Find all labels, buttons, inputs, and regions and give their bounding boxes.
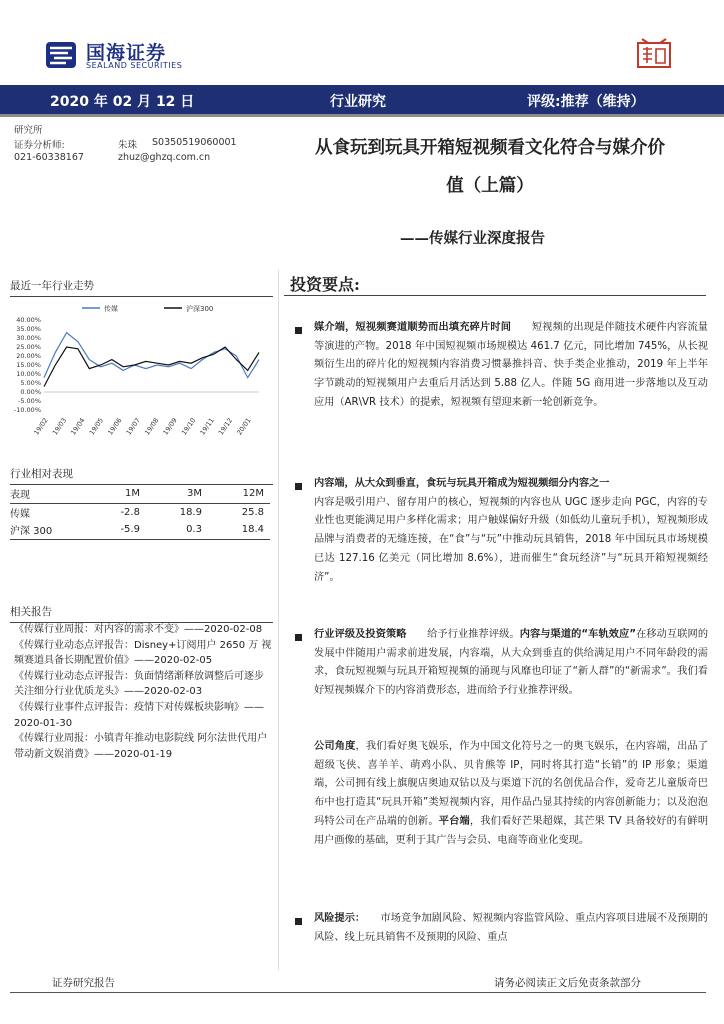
table-cell: 18.9 — [179, 506, 202, 518]
x-tick-label: 19/10 — [179, 416, 198, 437]
report-category: 行业研究 — [330, 94, 386, 110]
x-tick-label: 19/09 — [161, 416, 179, 437]
para-text: 市场竞争加剧风险、短视频内容监管风险、重点内容项目进展不及预期的风险、线上玩具销售不及预期的风险、重点 — [314, 913, 708, 943]
analyst-email[interactable]: zhuz@ghzq.com.cn — [118, 152, 211, 163]
header-cell: 3M — [146, 485, 208, 503]
analyst-name: 朱珠 — [118, 140, 138, 151]
para-heading: 风险提示： — [314, 913, 361, 924]
column-divider — [278, 270, 279, 970]
legend-label: 传媒 — [104, 305, 118, 313]
y-tick-label: 10.00% — [16, 370, 41, 378]
footer-left: 证券研究报告 — [52, 977, 115, 989]
related-report-link[interactable]: 《传媒行业事件点评报告：疫情下对传媒板块影响》——2020-01-30 — [14, 701, 264, 729]
y-tick-label: 0.00% — [20, 388, 41, 396]
para-text: 内容是吸引用户、留存用户的核心，短视频的内容也从 UGC 逐步走向 PGC，内容的专业性也更能满足用户多样化需求；用户触媒偏好升级（如低幼儿童玩手机），短视频形成品牌与消费者的无缝连接，在“食”与“玩”中推动玩具销售，2018 年中国玩具市场规模已达 127.16 亿美元（同比增加 8.6%），进而催生“食玩经济”与“玩具开箱短视频经济”。 — [314, 496, 708, 583]
trend-chart — [10, 300, 272, 450]
bullet-icon — [295, 327, 302, 334]
table-cell: 18.4 — [208, 521, 270, 539]
y-tick-label: 5.00% — [20, 379, 41, 387]
related-report-link[interactable]: 《传媒行业动态点评报告：负面情绪渐释放调整后可逐步关注细分行业优质龙头》——2020-02-03 — [14, 670, 264, 698]
brand-name-en: SEALAND SECURITIES — [86, 61, 183, 70]
y-tick-label: 15.00% — [16, 361, 41, 369]
series-line — [44, 333, 259, 378]
para-text: ，我们看好芒果超媒，其芒果 TV 具备较好的有鲜明用户画像的基础，更利于其广告与会员、电商等商业化变现。 — [314, 815, 709, 846]
invest-paragraph-content — [314, 475, 708, 587]
related-report-link[interactable]: 《传媒行业动态点评报告：Disney+订阅用户 2650 万 视频赛道具备长期配置价值》——2020-02-05 — [14, 639, 272, 667]
invest-paragraph-media — [314, 319, 708, 413]
y-tick-label: -10.00% — [13, 406, 41, 414]
bullet-icon — [295, 634, 302, 641]
analyst-phone: 021-60338167 — [14, 152, 84, 163]
para-heading: 行业评级及投资策略 — [314, 629, 407, 640]
header-cell: 表现 — [10, 485, 90, 503]
footer-disclaimer[interactable]: 请务必阅读正文后免责条款部分 — [494, 977, 641, 989]
footer-divider — [10, 992, 706, 993]
brand-logo — [44, 38, 204, 72]
para-heading: 公司角度 — [314, 741, 356, 752]
table-cell: 沪深 300 — [10, 521, 90, 539]
x-tick-label: 19/12 — [216, 416, 235, 437]
seal-stamp-icon — [636, 35, 672, 69]
invest-paragraph-risk — [314, 910, 708, 948]
report-date: 2020 年 02 月 12 日 — [50, 94, 195, 110]
performance-table — [10, 485, 270, 540]
x-tick-label: 19/05 — [87, 416, 106, 437]
legend-label: 沪深300 — [186, 305, 214, 313]
analyst-cert: S0350519060001 — [152, 137, 237, 148]
para-text: 短视频的出现是伴随技术硬件内容流量等演进的产物。2018 年中国短视频市场规模达 461.7 亿元，同比增加 745%，从长视频衍生出的碎片化的短视频内容消费习惯暴推抖音、快手类企业推动，2019 年上半年字节跳动的短视频用户去重后月活达到 5.88 亿人。伴随 5G 商用进一步落地以及互动应用（AR\VR 技术）的提索，短视频有望迎来新一轮创新竞争。 — [314, 322, 708, 408]
invest-paragraph-company — [314, 738, 708, 850]
y-tick-label: 40.00% — [16, 316, 41, 324]
x-tick-label: 19/08 — [143, 416, 161, 437]
report-subtitle: ——传媒行业深度报告 — [400, 230, 545, 247]
x-tick-label: 19/04 — [69, 416, 87, 437]
para-heading: 媒介端，短视频赛道顺势而出填充碎片时间 — [314, 322, 512, 333]
para-heading: 内容端，从大众到垂直，食玩与玩具开箱成为短视频细分内容之一 — [314, 478, 610, 489]
table-cell: -5.9 — [90, 521, 146, 539]
x-tick-label: 19/03 — [50, 416, 69, 437]
x-tick-label: 19/02 — [32, 416, 50, 437]
related-report-link[interactable]: 《传媒行业周报：对内容的需求不变》——2020-02-08 — [14, 624, 263, 635]
dept-label: 研究所 — [14, 125, 43, 136]
header-cell: 1M — [90, 485, 146, 503]
para-text: 在移动互联网的发展中伴随用户需求前进发展，内容端，从大众到垂直的供给满足用户不同年龄段的需求，食玩短视频与玩具开箱短视频的涌现与风靡也印证了“新人群”的“新需求”。我们看好短视频媒介下的内容消费形态，进而给予行业推荐评级。 — [314, 629, 709, 697]
para-text: ，我们看好奥飞娱乐，作为中国文化符号之一的奥飞娱乐，在内容端，出品了超级飞侠、喜羊羊、萌鸡小队、贝肯熊等 IP，同时将其打造“长销”的 IP 形象；渠道端，公司拥有线上旗舰店奥迪双钻以及与渠道下沉的名创优品合作，爱奇艺儿童版奇巴布中也打造其“玩具开箱”类短视频内容，用作品凸显其持续的内容创新能力；以及泡泡玛特公司在产品端的创新。 — [314, 741, 709, 827]
x-tick-label: 19/06 — [106, 416, 124, 437]
table-cell: -2.8 — [120, 506, 140, 518]
y-tick-label: 35.00% — [16, 325, 41, 333]
y-tick-label: 20.00% — [16, 352, 41, 360]
table-cell: 0.3 — [146, 521, 208, 539]
x-tick-label: 20/01 — [235, 416, 253, 437]
invest-paragraph-strategy — [314, 626, 708, 701]
y-tick-label: 25.00% — [16, 343, 41, 351]
industry-rating: 评级:推荐（维持） — [527, 94, 645, 110]
para-emphasis: 平台端 — [438, 815, 470, 827]
report-title-line1: 从食玩到玩具开箱短视频看文化符合与媒介价 — [315, 138, 665, 158]
header-bar — [0, 85, 724, 117]
para-emphasis: 内容与渠道的“车轨效应” — [519, 629, 637, 640]
invest-divider — [284, 295, 706, 296]
report-title-line2: 值（上篇） — [446, 176, 534, 196]
bullet-icon — [295, 918, 302, 925]
table-cell: 25.8 — [241, 506, 264, 518]
para-text: 给予行业推荐评级。 — [406, 629, 520, 640]
invest-title: 投资要点: — [290, 275, 360, 294]
related-report-link[interactable]: 《传媒行业周报：小镇青年推动电影院线 阿尔法世代用户带动新文娱消费》——2020-01-19 — [14, 733, 268, 760]
table-cell: 传媒 — [10, 508, 30, 520]
table-row — [10, 521, 270, 539]
table-row — [10, 503, 270, 521]
sealand-logo-icon — [44, 38, 78, 72]
brand-name-cn: 国海证券 — [86, 42, 167, 64]
performance-section-title: 行业相对表现 — [10, 466, 273, 485]
x-tick-label: 19/11 — [198, 416, 216, 437]
y-tick-label: 30.00% — [16, 334, 41, 342]
header-cell: 12M — [208, 485, 270, 503]
y-tick-label: -5.00% — [18, 397, 41, 405]
table-header-row — [10, 485, 270, 503]
related-report-list — [14, 622, 272, 762]
trend-section-title: 最近一年行业走势 — [10, 278, 273, 297]
bullet-icon — [295, 483, 302, 490]
x-tick-label: 19/07 — [124, 416, 142, 437]
analyst-role: 证券分析师: — [14, 140, 65, 151]
related-section-title: 相关报告 — [10, 604, 273, 623]
